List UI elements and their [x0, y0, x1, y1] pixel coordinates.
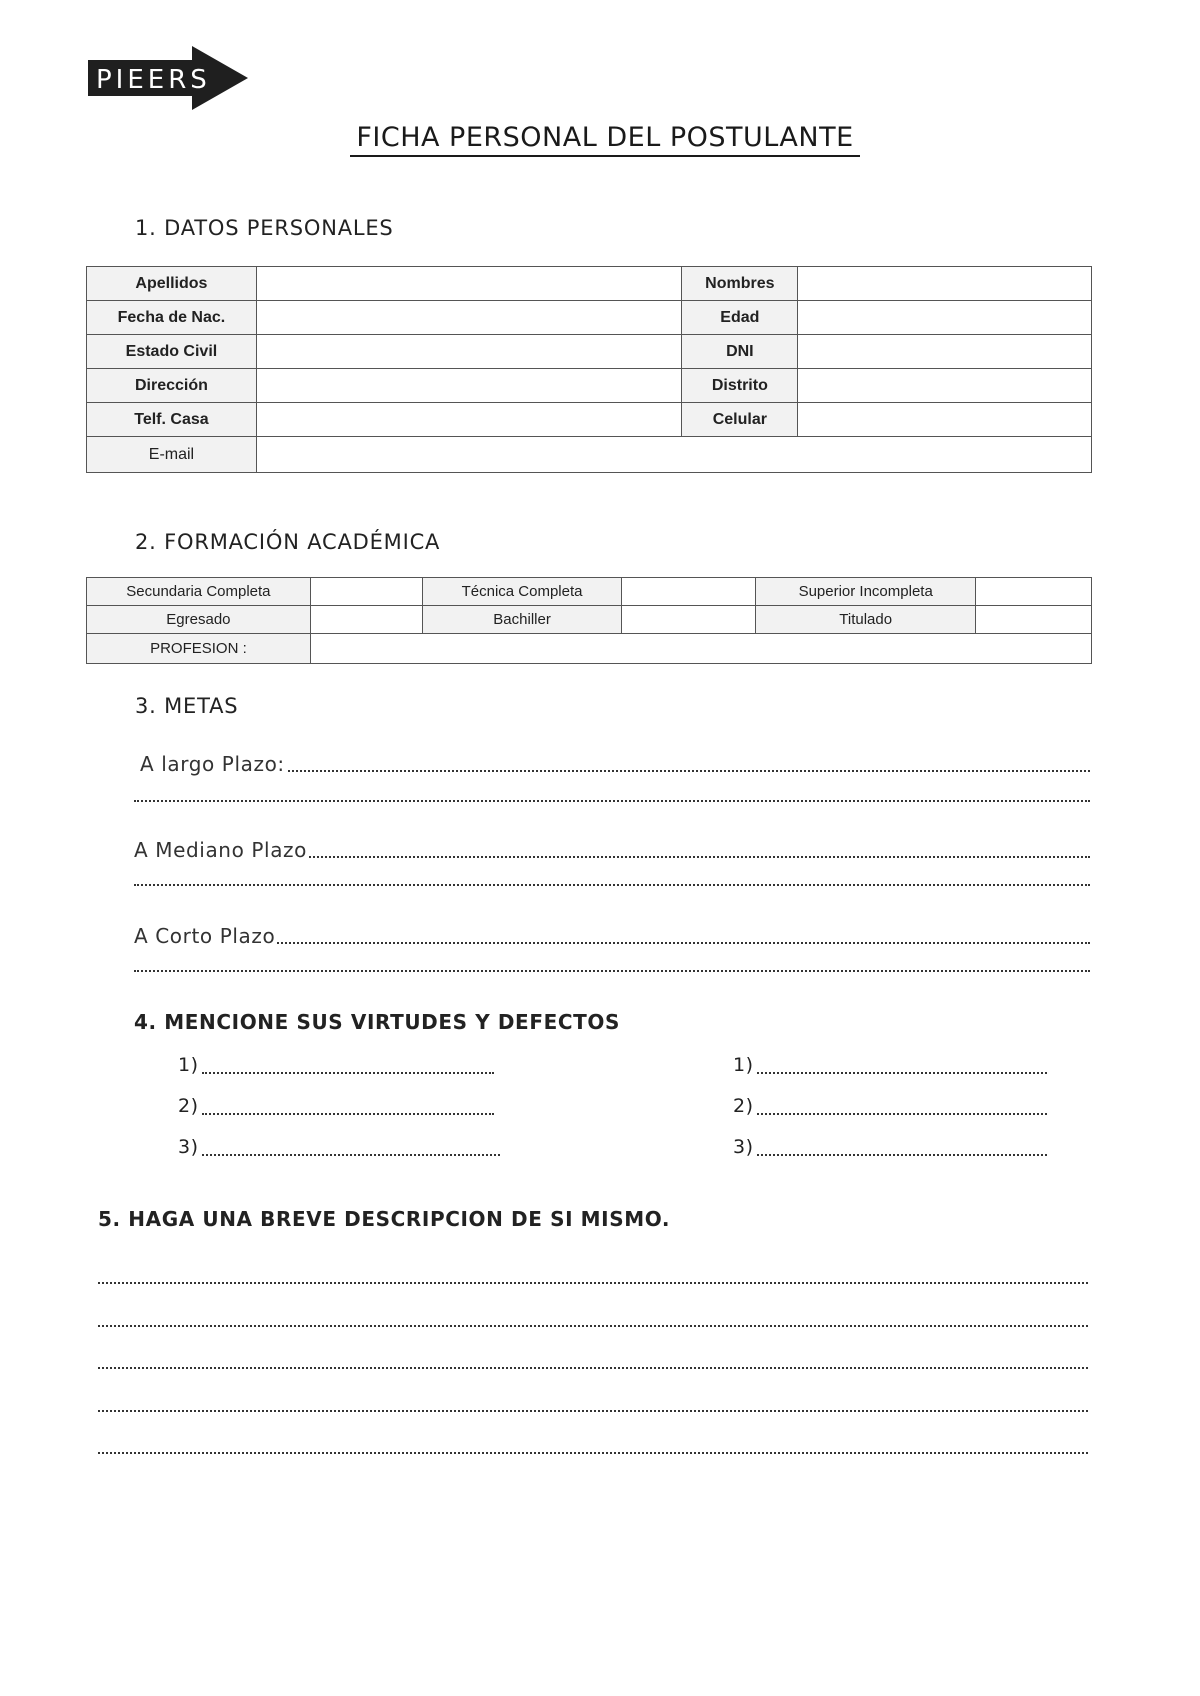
virtud-2-label: 2) [178, 1095, 199, 1117]
defecto-2-label: 2) [733, 1095, 754, 1117]
virtud-2-line[interactable] [202, 1113, 494, 1115]
distrito-label: Distrito [682, 369, 798, 403]
descripcion-line-3[interactable] [98, 1367, 1088, 1369]
secundaria-completa-label: Secundaria Completa [87, 578, 311, 606]
nombres-label: Nombres [682, 267, 798, 301]
tecnica-completa-field[interactable] [622, 578, 756, 606]
telf-casa-field[interactable] [256, 403, 682, 437]
virtud-1-label: 1) [178, 1054, 199, 1076]
svg-text:PIEERS: PIEERS [96, 65, 211, 95]
distrito-field[interactable] [798, 369, 1092, 403]
estado-civil-label: Estado Civil [87, 335, 257, 369]
titulado-label: Titulado [756, 606, 976, 634]
largo-plazo-line-2[interactable] [134, 800, 1090, 802]
direccion-label: Dirección [87, 369, 257, 403]
corto-plazo-label: A Corto Plazo [134, 924, 276, 948]
table-row [87, 634, 1092, 664]
apellidos-label: Apellidos [87, 267, 257, 301]
email-field[interactable] [256, 437, 1091, 473]
table-row [87, 335, 1092, 369]
descripcion-line-5[interactable] [98, 1452, 1088, 1454]
apellidos-field[interactable] [256, 267, 682, 301]
section-heading-virtudes-defectos: 4. MENCIONE SUS VIRTUDES Y DEFECTOS [134, 1010, 620, 1034]
table-row [87, 437, 1092, 473]
dni-field[interactable] [798, 335, 1092, 369]
section-heading-datos-personales: 1. DATOS PERSONALES [135, 216, 394, 240]
table-row [87, 403, 1092, 437]
table-row [87, 369, 1092, 403]
section-heading-descripcion: 5. HAGA UNA BREVE DESCRIPCION DE SI MISMO. [98, 1207, 671, 1231]
superior-incompleta-label: Superior Incompleta [756, 578, 976, 606]
nombres-field[interactable] [798, 267, 1092, 301]
dni-label: DNI [682, 335, 798, 369]
egresado-field[interactable] [310, 606, 422, 634]
descripcion-line-1[interactable] [98, 1282, 1088, 1284]
mediano-plazo-label: A Mediano Plazo [134, 838, 307, 862]
fecha-nac-field[interactable] [256, 301, 682, 335]
bachiller-field[interactable] [622, 606, 756, 634]
table-row [87, 301, 1092, 335]
email-label: E-mail [87, 437, 257, 473]
profesion-field[interactable] [310, 634, 1091, 664]
celular-field[interactable] [798, 403, 1092, 437]
egresado-label: Egresado [87, 606, 311, 634]
academic-table [86, 577, 1092, 664]
telf-casa-label: Telf. Casa [87, 403, 257, 437]
defecto-1-label: 1) [733, 1054, 754, 1076]
defecto-3-line[interactable] [757, 1154, 1047, 1156]
personal-data-table [86, 266, 1092, 473]
descripcion-line-2[interactable] [98, 1325, 1088, 1327]
table-row [87, 606, 1092, 634]
page-title: FICHA PERSONAL DEL POSTULANTE [0, 122, 1200, 157]
estado-civil-field[interactable] [256, 335, 682, 369]
mediano-plazo-line-2[interactable] [134, 884, 1090, 886]
secundaria-completa-field[interactable] [310, 578, 422, 606]
table-row [87, 267, 1092, 301]
fecha-nac-label: Fecha de Nac. [87, 301, 257, 335]
corto-plazo-line-1[interactable] [134, 942, 1090, 944]
titulado-field[interactable] [976, 606, 1092, 634]
corto-plazo-line-2[interactable] [134, 970, 1090, 972]
celular-label: Celular [682, 403, 798, 437]
table-row [87, 578, 1092, 606]
descripcion-line-4[interactable] [98, 1410, 1088, 1412]
section-heading-metas: 3. METAS [135, 694, 239, 718]
defecto-2-line[interactable] [757, 1113, 1047, 1115]
edad-label: Edad [682, 301, 798, 335]
direccion-field[interactable] [256, 369, 682, 403]
defecto-3-label: 3) [733, 1136, 754, 1158]
virtud-3-line[interactable] [202, 1154, 500, 1156]
bachiller-label: Bachiller [422, 606, 622, 634]
superior-incompleta-field[interactable] [976, 578, 1092, 606]
pieers-logo [88, 46, 250, 110]
virtud-3-label: 3) [178, 1136, 199, 1158]
defecto-1-line[interactable] [757, 1072, 1047, 1074]
virtud-1-line[interactable] [202, 1072, 494, 1074]
largo-plazo-label: A largo Plazo: [140, 752, 285, 776]
section-heading-formacion-academica: 2. FORMACIÓN ACADÉMICA [135, 530, 441, 554]
profesion-label: PROFESION : [87, 634, 311, 664]
edad-field[interactable] [798, 301, 1092, 335]
tecnica-completa-label: Técnica Completa [422, 578, 622, 606]
